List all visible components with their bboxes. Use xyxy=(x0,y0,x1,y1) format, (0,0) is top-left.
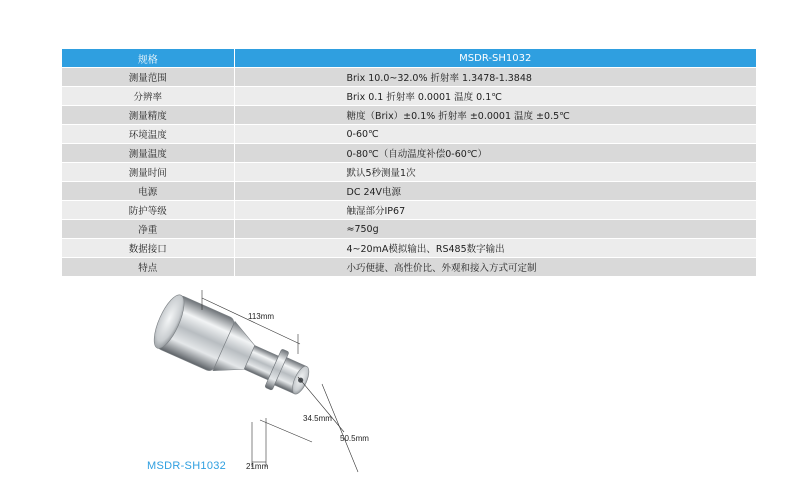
header-label: 规格 xyxy=(62,49,234,68)
model-caption: MSDR-SH1032 xyxy=(147,460,227,472)
dim-tip-label: 21mm xyxy=(246,462,269,471)
table-row xyxy=(62,201,756,220)
dim-inner-label: 34.5mm xyxy=(303,414,332,423)
table-row xyxy=(62,68,756,87)
row-value: 4~20mA模拟输出、RS485数字输出 xyxy=(234,239,756,258)
table-row xyxy=(62,163,756,182)
row-value: 糖度（Brix）±0.1% 折射率 ±0.0001 温度 ±0.5℃ xyxy=(234,106,756,125)
row-label: 净重 xyxy=(62,220,234,239)
table-header-row xyxy=(62,49,756,68)
table-row xyxy=(62,182,756,201)
row-value: Brix 0.1 折射率 0.0001 温度 0.1℃ xyxy=(234,87,756,106)
row-value: DC 24V电源 xyxy=(234,182,756,201)
row-value: 触湿部分IP67 xyxy=(234,201,756,220)
dim-length-label: 113mm xyxy=(248,312,275,321)
product-illustration xyxy=(140,282,400,482)
row-value: 小巧便捷、高性价比、外观和接入方式可定制 xyxy=(234,258,756,277)
row-value: 默认5秒测量1次 xyxy=(234,163,756,182)
spec-table xyxy=(62,49,756,276)
table-row xyxy=(62,106,756,125)
table-body xyxy=(62,68,756,277)
row-label: 数据接口 xyxy=(62,239,234,258)
row-label: 测量温度 xyxy=(62,144,234,163)
sensor-drawing xyxy=(140,282,400,482)
row-label: 特点 xyxy=(62,258,234,277)
row-label: 测量精度 xyxy=(62,106,234,125)
row-value: 0-80℃（自动温度补偿0-60℃） xyxy=(234,144,756,163)
row-label: 环境温度 xyxy=(62,125,234,144)
table-row xyxy=(62,87,756,106)
header-model: MSDR-SH1032 xyxy=(234,49,756,68)
row-value: 0-60℃ xyxy=(234,125,756,144)
table-row xyxy=(62,239,756,258)
dim-outer-label: 50.5mm xyxy=(340,434,369,443)
row-value: Brix 10.0~32.0% 折射率 1.3478-1.3848 xyxy=(234,68,756,87)
table-row xyxy=(62,258,756,277)
row-label: 电源 xyxy=(62,182,234,201)
sensor-body xyxy=(148,291,318,409)
table-row xyxy=(62,125,756,144)
row-label: 测量范围 xyxy=(62,68,234,87)
row-label: 测量时间 xyxy=(62,163,234,182)
table-row xyxy=(62,220,756,239)
table-row xyxy=(62,144,756,163)
row-label: 分辨率 xyxy=(62,87,234,106)
row-value: ≈750g xyxy=(234,220,756,239)
row-label: 防护等级 xyxy=(62,201,234,220)
